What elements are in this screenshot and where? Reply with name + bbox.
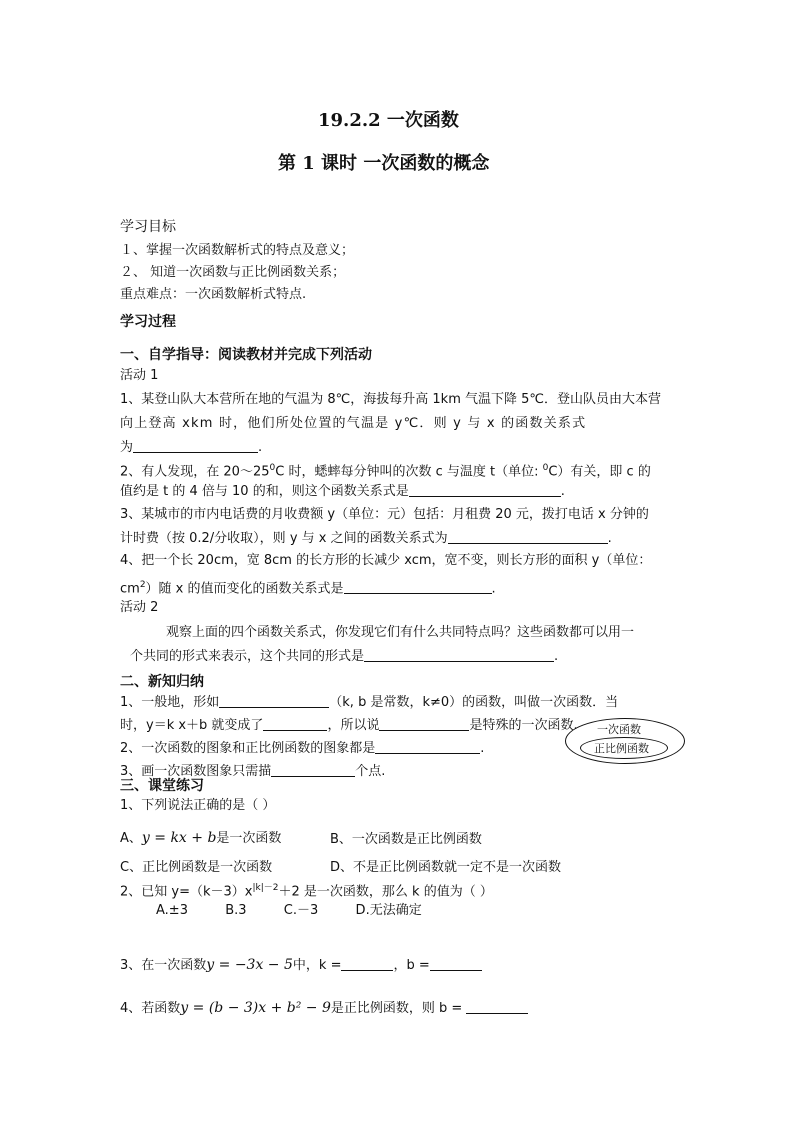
option-a-text: 是一次函数 [216, 831, 282, 846]
nk3-text-a: 3、画一次函数图象只需描 [120, 764, 272, 779]
nk2-text: 2、一次函数的图象和正比例函数的图象都是 [120, 741, 376, 756]
answer-blank-10[interactable] [271, 762, 355, 777]
answer-blank-2[interactable] [409, 482, 561, 497]
answer-blank-1[interactable] [133, 438, 258, 453]
nk1-text-c: 时，y＝k x＋b 就变成了 [120, 718, 264, 733]
activity-1-label: 活动 1 [120, 368, 159, 383]
problem-3-text: 计时费（按 0.2/分收取），则 y 与 x 之间的函数关系式为 [120, 531, 448, 546]
problem-2-text-a: 2、有人发现，在 20～25 [120, 464, 270, 480]
question-2 [120, 879, 493, 901]
new-knowledge-1-line-2 [120, 716, 578, 735]
question-1: 1、下列说法正确的是（ ） [120, 798, 276, 813]
problem-2-line-1 [120, 459, 651, 481]
period: . [554, 649, 559, 664]
problem-4-line-1: 4、把一个长 20cm，宽 8cm 的长方形的长减少 xcm，宽不变，则长方形的面积 y（单位： [120, 553, 652, 568]
problem-1-line-2: 向上登高 xkm 时，他们所处位置的气温是 y℃．则 y 与 x 的函数关系式 [120, 416, 587, 431]
answer-blank-3[interactable] [448, 529, 608, 544]
problem-2-text-c: C）有关，即 c 的 [548, 464, 651, 480]
math-y-kx-b: y = kx + b [141, 830, 217, 846]
venn-inner-label: 正比例函数 [594, 742, 649, 755]
q2-text-b: ＋2 是一次函数，那么 k 的值为（ ） [278, 884, 493, 900]
nk1-text-e: 是特殊的一次函数. [469, 718, 578, 733]
q3-text-a: 3、在一次函数 [120, 958, 207, 973]
period: . [491, 581, 496, 597]
option-1a [120, 829, 281, 848]
problem-3-line-1: 3、某城市的市内电话费的月收费额 y（单位：元）包括：月租费 20 元，拨打电话 x 分钟的 [120, 507, 649, 522]
period: . [258, 440, 263, 455]
nk3-text-b: 个点. [355, 764, 386, 779]
process-heading: 学习过程 [120, 314, 176, 330]
period: . [560, 484, 565, 499]
activity-2-line-2 [130, 647, 558, 666]
math-y-b3x-b2-9: y = (b − 3)x + b² − 9 [180, 1000, 331, 1016]
nk1-text-d: ，所以说 [327, 718, 380, 733]
nk1-text-b: （k, b 是常数，k≠0）的函数，叫做一次函数．当 [329, 695, 619, 710]
q3-text-c: ，b = [393, 958, 430, 973]
question-2-options: A.±3 B.3 C.－3 D.无法确定 [156, 903, 422, 918]
question-3 [120, 956, 482, 975]
answer-blank-k[interactable] [341, 956, 393, 971]
q2-exponent: |k|－2 [252, 883, 279, 893]
goal-1: １、掌握一次函数解析式的特点及意义； [120, 243, 355, 258]
answer-blank-8[interactable] [379, 716, 469, 731]
degree-sup-1: 0 [269, 463, 276, 473]
math-y-neg3x-5: y = −3x − 5 [206, 957, 293, 973]
new-knowledge-2 [120, 739, 484, 758]
q4-text-a: 4、若函数 [120, 1001, 181, 1016]
question-4 [120, 999, 528, 1018]
goals-heading: 学习目标 [120, 219, 176, 235]
part2-heading: 二、新知归纳 [120, 674, 204, 690]
problem-4-text: ）随 x 的值而变化的函数关系式是 [145, 581, 344, 597]
doc-title: 19.2.2 一次函数 [318, 110, 459, 131]
key-points: 重点难点：一次函数解析式特点. [120, 287, 307, 302]
doc-subtitle: 第 1 课时 一次函数的概念 [278, 153, 490, 174]
nk1-text-a: 1、一般地，形如 [120, 695, 220, 710]
q2-text-a: 2、已知 y=（k－3）x [120, 884, 253, 900]
answer-blank-9[interactable] [375, 739, 480, 754]
goal-2: ２、 知道一次函数与正比例函数关系； [120, 265, 346, 280]
degree-sup-2: 0 [542, 463, 549, 473]
answer-blank-q4[interactable] [466, 999, 528, 1014]
problem-1-line-3 [120, 438, 262, 457]
problem-4-line-2 [120, 576, 496, 598]
q4-text-b: 是正比例函数，则 b = [330, 1001, 463, 1016]
venn-outer-label: 一次函数 [597, 723, 641, 736]
activity-2-line-1: 观察上面的四个函数关系式，你发现它们有什么共同特点吗？这些函数都可以用一 [166, 625, 635, 640]
new-knowledge-1-line-1 [120, 693, 618, 712]
part1-heading: 一、自学指导：阅读教材并完成下列活动 [120, 347, 372, 363]
problem-2-line-2 [120, 482, 565, 501]
answer-blank-b[interactable] [430, 956, 482, 971]
option-1c: C、正比例函数是一次函数 [120, 860, 273, 875]
period: . [607, 531, 612, 546]
part3-heading: 三、课堂练习 [120, 778, 204, 794]
answer-blank-4[interactable] [344, 579, 492, 594]
option-1b: B、一次函数是正比例函数 [330, 832, 482, 847]
problem-1-prefix: 为 [120, 440, 134, 455]
problem-2-text-d: 值约是 t 的 4 倍与 10 的和，则这个函数关系式是 [120, 484, 409, 499]
option-1d: D、不是正比例函数就一定不是一次函数 [330, 860, 562, 875]
answer-blank-7[interactable] [263, 716, 327, 731]
answer-blank-6[interactable] [219, 693, 329, 708]
problem-2-text-b: C 时，蟋蟀每分钟叫的次数 c 与温度 t（单位: [275, 464, 543, 480]
answer-blank-5[interactable] [364, 647, 554, 662]
problem-3-line-2 [120, 529, 612, 548]
q3-text-b: 中，k = [292, 958, 342, 973]
period: . [480, 741, 485, 756]
activity-2-label: 活动 2 [120, 600, 159, 615]
unit-cm: cm [120, 581, 140, 597]
problem-1-line-1: 1、某登山队大本营所在地的气温为 8℃，海拔每升高 1km 气温下降 5℃．登山队员由大本营 [120, 392, 662, 407]
option-a-label: A、 [120, 831, 142, 846]
activity-2-text: 个共同的形式来表示，这个共同的形式是 [130, 649, 365, 664]
unit-sup: 2 [139, 580, 146, 590]
